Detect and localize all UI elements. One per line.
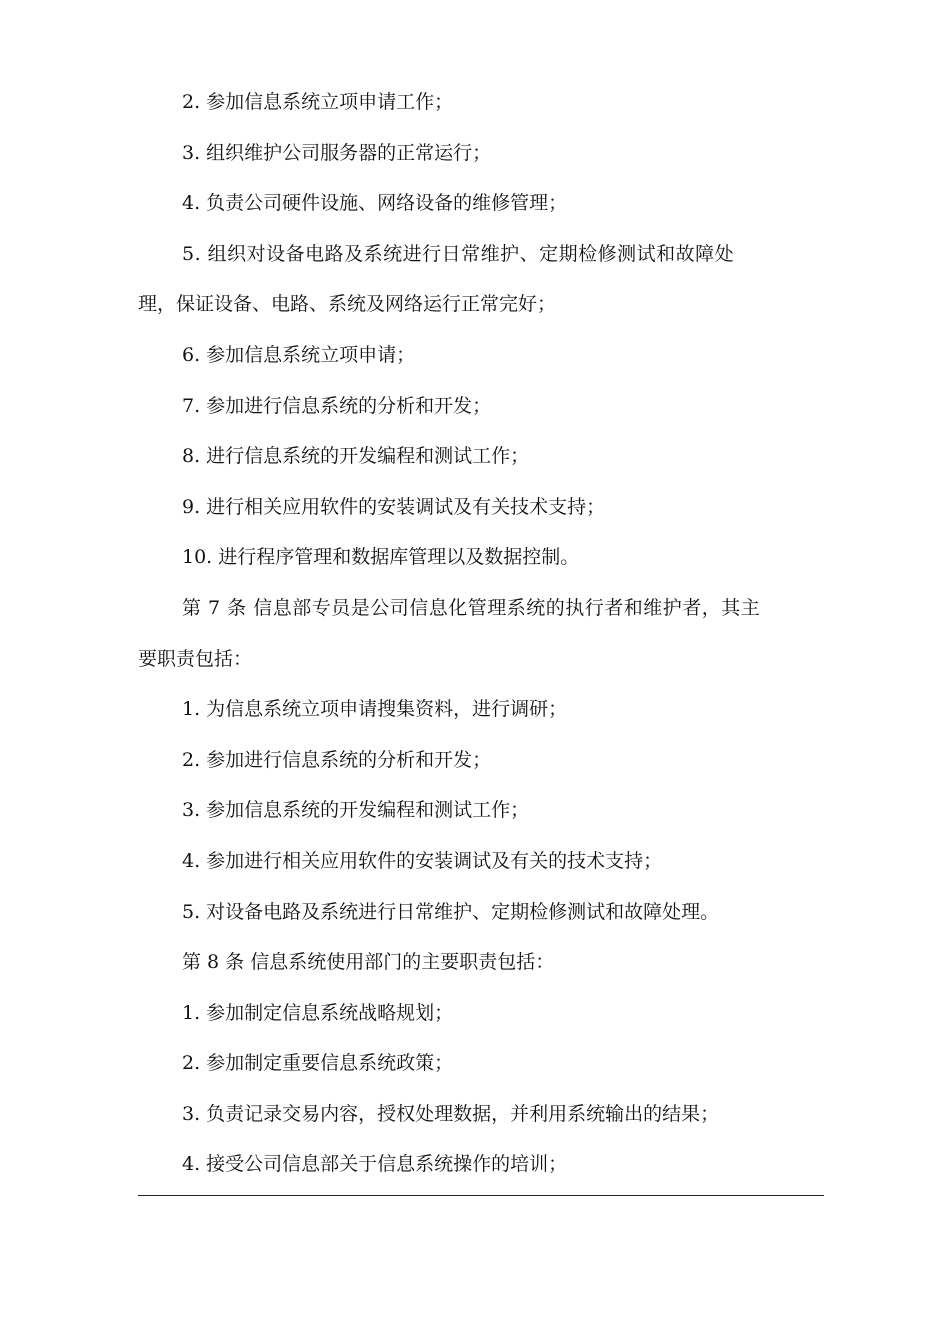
list-item: 3. 组织维护公司服务器的正常运行； — [182, 141, 492, 164]
list-item: 8. 进行信息系统的开发编程和测试工作； — [182, 445, 530, 468]
list-item: 4. 负责公司硬件设施、网络设备的维修管理； — [182, 192, 568, 215]
list-item: 7. 参加进行信息系统的分析和开发； — [182, 394, 492, 417]
list-item: 2. 参加信息系统立项申请工作； — [182, 91, 454, 113]
list-item: 9. 进行相关应用软件的安装调试及有关技术支持； — [182, 495, 606, 518]
list-item: 5. 组织对设备电路及系统进行日常维护、定期检修测试和故障处 — [182, 242, 735, 265]
list-item: 2. 参加制定重要信息系统政策； — [182, 1052, 454, 1075]
article-heading: 第 8 条 信息系统使用部门的主要职责包括： — [182, 951, 555, 974]
list-item: 2. 参加进行信息系统的分析和开发； — [182, 748, 492, 771]
list-item-continuation: 理，保证设备、电路、系统及网络运行正常完好； — [138, 293, 557, 316]
list-item: 10. 进行程序管理和数据库管理以及数据控制。 — [182, 546, 580, 569]
list-item: 3. 参加信息系统的开发编程和测试工作； — [182, 799, 530, 822]
footer-divider — [138, 1195, 824, 1196]
list-item: 6. 参加信息系统立项申请； — [182, 343, 416, 366]
list-item: 3. 负责记录交易内容，授权处理数据，并利用系统输出的结果； — [182, 1102, 720, 1125]
list-item: 1. 参加制定信息系统战略规划； — [182, 1001, 454, 1024]
article-heading-continuation: 要职责包括： — [138, 647, 253, 670]
list-item: 4. 接受公司信息部关于信息系统操作的培训； — [182, 1153, 568, 1176]
list-item: 1. 为信息系统立项申请搜集资料，进行调研； — [182, 698, 568, 721]
list-item: 4. 参加进行相关应用软件的安装调试及有关的技术支持； — [182, 849, 663, 872]
list-item: 5. 对设备电路及系统进行日常维护、定期检修测试和故障处理。 — [182, 900, 720, 923]
document-body — [138, 77, 828, 1190]
article-heading: 第 7 条 信息部专员是公司信息化管理系统的执行者和维护者，其主 — [182, 596, 761, 619]
